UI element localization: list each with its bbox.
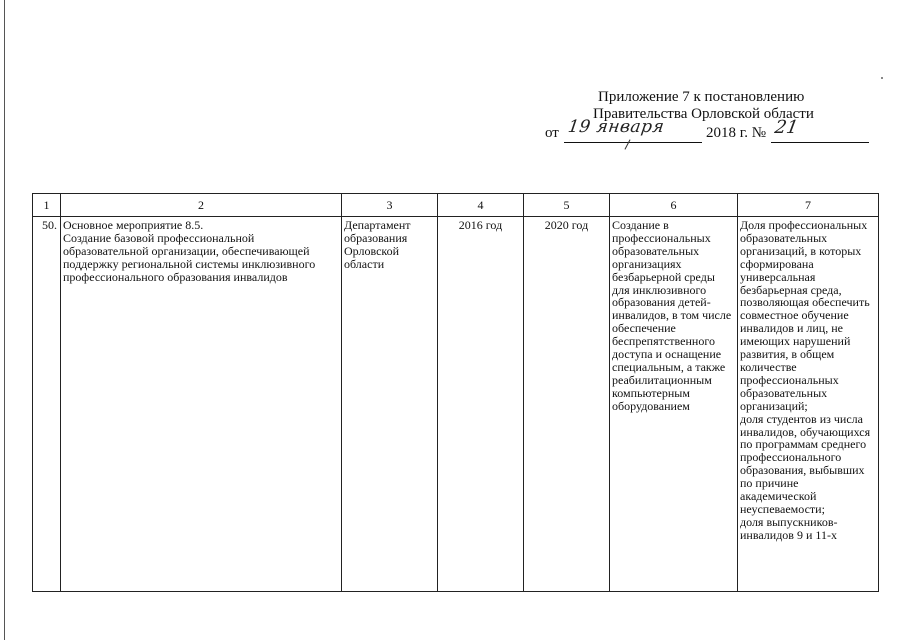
indicator-text: доля студентов из числа инвалидов, обучающихся по программам среднего профессионального образования, выбывших по причине академической неуспеваемости;: [740, 411, 871, 516]
scan-left-edge-line: [4, 0, 5, 640]
table-row: [33, 217, 879, 592]
column-header: 2: [61, 194, 342, 217]
activity-title: Основное мероприятие 8.5.: [63, 218, 204, 232]
column-header: 3: [342, 194, 438, 217]
executor-cell: Департамент образования Орловской области: [342, 217, 438, 592]
measures-table: [32, 193, 879, 592]
handwritten-date: 19 января: [566, 117, 666, 137]
indicator-text: доля выпускников-инвалидов 9 и 11-х: [740, 514, 838, 542]
date-blank: [564, 117, 702, 143]
column-header: 5: [524, 194, 610, 217]
column-header: 7: [738, 194, 879, 217]
column-header: 1: [33, 194, 61, 217]
handwritten-number: 21: [773, 117, 800, 138]
table-header-row: [33, 194, 879, 217]
indicators-cell: [738, 217, 879, 592]
activity-description: Создание базовой профессиональной образовательной организации, обеспечивающей поддержку региональной системы инклюзивного профессионального образования инвалидов: [63, 230, 316, 284]
activity-cell: [61, 217, 342, 592]
number-blank: [771, 117, 869, 143]
row-number: 50.: [33, 217, 61, 592]
expected-result-cell: Создание в профессиональных образовательных организациях безбарьерной среды для инклюзивного образования детей-инвалидов, в том числе обеспечение беспрепятственного доступа и оснащение специальным, а также реабилитационным компьютерным оборудованием: [610, 217, 738, 592]
start-year-cell: 2016 год: [438, 217, 524, 592]
scan-speck: [881, 77, 883, 79]
appendix-issuer: Правительства Орловской области: [593, 106, 814, 122]
year-and-number-label: 2018 г. №: [706, 125, 767, 141]
indicator-text: Доля профессиональных образовательных организаций, в которых сформирована универсальная безбарьерная среда, позволяющая обеспечить совместное обучение инвалидов и лиц, не имеющих нарушений развития, в общем количестве профессиональных образовательных организаций;: [740, 218, 870, 413]
end-year-cell: 2020 год: [524, 217, 610, 592]
appendix-date-line: [545, 117, 875, 145]
column-header: 4: [438, 194, 524, 217]
appendix-title: Приложение 7 к постановлению: [598, 89, 805, 105]
column-header: 6: [610, 194, 738, 217]
date-prefix: от: [545, 125, 559, 141]
